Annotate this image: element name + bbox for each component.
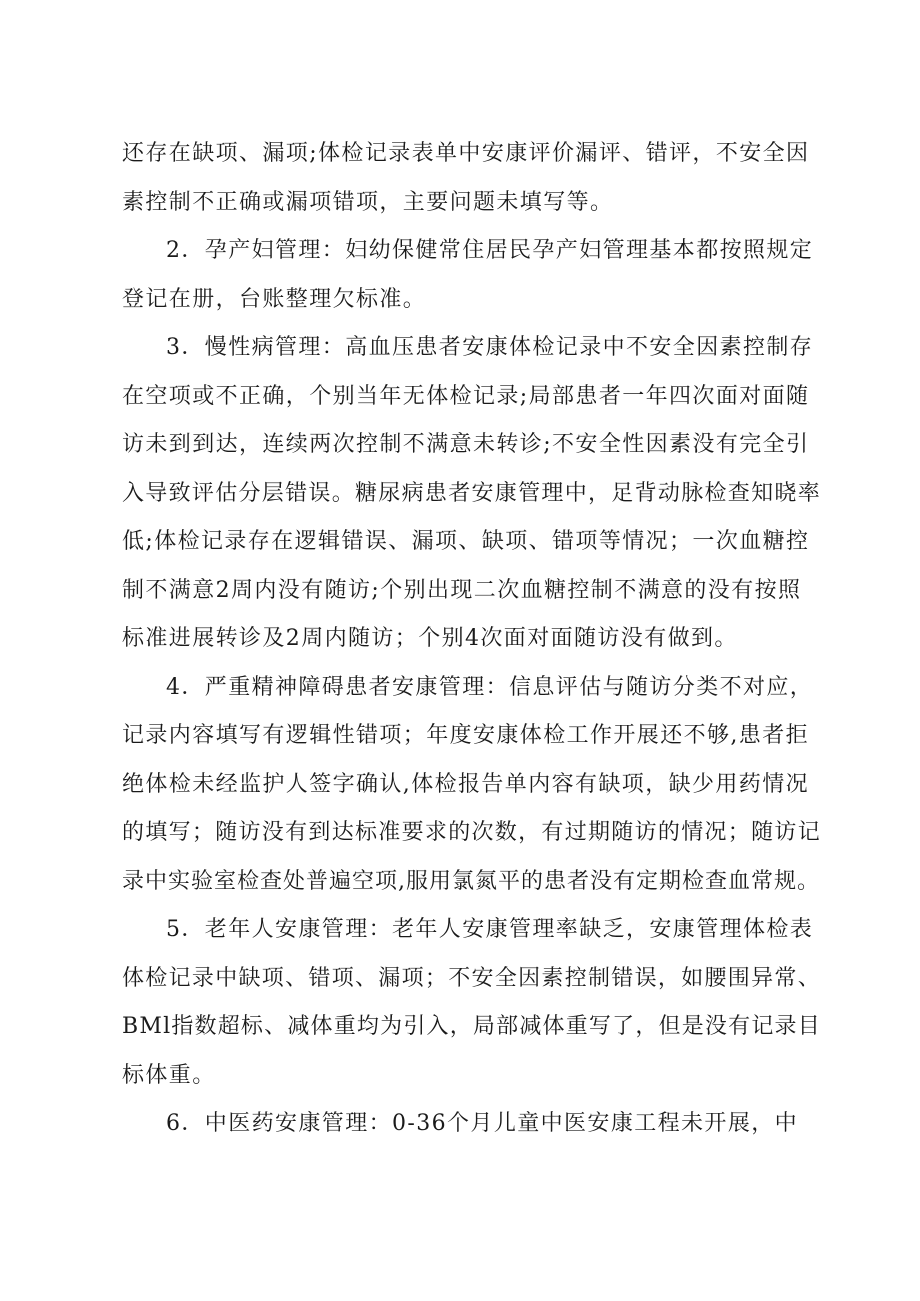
- text-line: 在空项或不正确，个别当年无体检记录;局部患者一年四次面对面随: [122, 383, 810, 409]
- text-line: BMl指数超标、减体重均为引入，局部减体重写了，但是没有记录目: [122, 1014, 821, 1039]
- text-line: 访未到到达，连续两次控制不满意未转诊;不安全性因素没有完全引: [122, 432, 810, 457]
- text-line: 绝体检未经监护人签字确认,体检报告单内容有缺项，缺少用药情况: [122, 771, 809, 797]
- text-line: 4．严重精神障碍患者安康管理：信息评估与随访分类不对应，: [166, 674, 814, 700]
- text-line: 3．慢性病管理：高血压患者安康体检记录中不安全因素控制存: [166, 335, 814, 360]
- text-line: 标体重。: [122, 1062, 216, 1088]
- text-line: 素控制不正确或漏项错项，主要问题未填写等。: [122, 189, 614, 215]
- text-line: 记录内容填写有逻辑性错项；年度安康体检工作开展还不够,患者拒: [122, 723, 809, 748]
- text-line: 还存在缺项、漏项;体检记录表单中安康评价漏评、错评，不安全因: [122, 141, 810, 166]
- text-line: 低;体检记录存在逻辑错误、漏项、缺项、错项等情况；一次血糖控: [122, 529, 810, 554]
- text-line: 2．孕产妇管理：妇幼保健常住居民孕产妇管理基本都按照规定: [166, 238, 814, 263]
- text-line: 登记在册，台账整理欠标准。: [122, 286, 427, 312]
- text-line: 体检记录中缺项、错项、漏项；不安全因素控制错误，如腰围异常、: [122, 965, 822, 991]
- text-line: 5．老年人安康管理：老年人安康管理率缺乏，安康管理体检表: [166, 917, 814, 942]
- text-line: 的填写；随访没有到达标准要求的次数，有过期随访的情况；随访记: [122, 820, 822, 845]
- text-line: 制不满意2周内没有随访;个别出现二次血糖控制不满意的没有按照: [122, 577, 802, 603]
- text-line: 6．中医药安康管理：0-36个月儿童中医安康工程未开展，中: [166, 1111, 799, 1136]
- text-line: 录中实验室检查处普遍空项,服用氯氮平的患者没有定期检查血常规。: [122, 868, 820, 894]
- body-text: [122, 130, 822, 1149]
- text-line: 入导致评估分层错误。糖尿病患者安康管理中，足背动脉检查知晓率: [122, 480, 822, 506]
- text-line: 标准进展转诊及2周内随访；个别4次面对面随访没有做到。: [122, 626, 738, 651]
